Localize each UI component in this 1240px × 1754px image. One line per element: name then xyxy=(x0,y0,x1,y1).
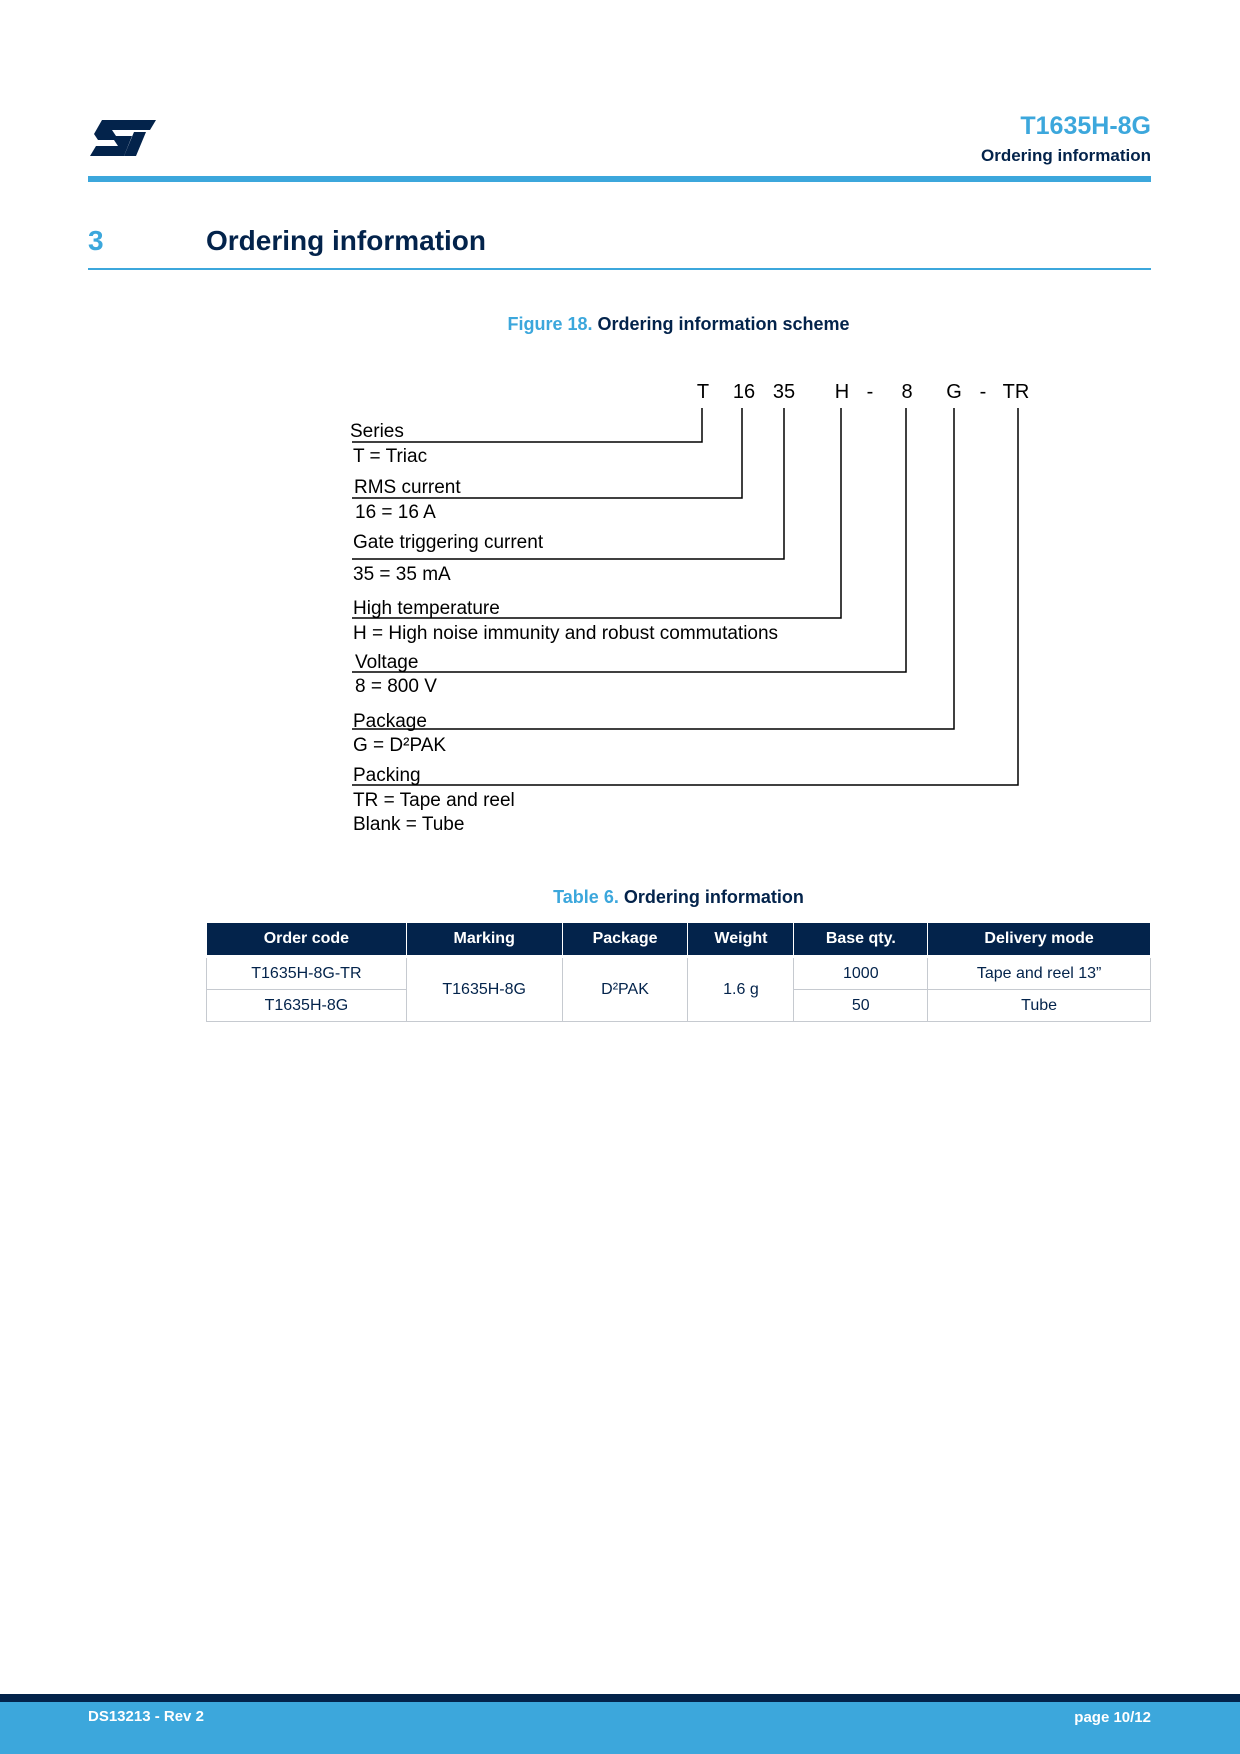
column-header-package: Package xyxy=(562,923,688,957)
field-name-rms-current: RMS current xyxy=(354,477,461,498)
figure-title: Ordering information scheme xyxy=(597,314,850,334)
column-header-marking: Marking xyxy=(406,923,562,957)
field-name-voltage: Voltage xyxy=(355,652,419,673)
field-value-voltage: 8 = 800 V xyxy=(355,676,437,697)
footer-dark-strip xyxy=(0,1694,1240,1702)
code-part-dash: - xyxy=(866,381,874,403)
code-part-series: T xyxy=(696,381,710,403)
field-value-series: T = Triac xyxy=(353,446,428,467)
document-subtitle: Ordering information xyxy=(981,146,1151,165)
cell-delivery-mode: Tape and reel 13” xyxy=(928,957,1151,990)
field-value-high-temperature: H = High noise immunity and robust commutations xyxy=(353,623,779,644)
field-name-series: Series xyxy=(350,421,404,442)
cell-weight: 1.6 g xyxy=(688,957,794,1022)
field-value-packing-tr: TR = Tape and reel xyxy=(353,790,515,811)
field-name-high-temperature: High temperature xyxy=(353,598,500,619)
section-title: Ordering information xyxy=(206,225,486,256)
cell-package: D²PAK xyxy=(562,957,688,1022)
field-name-packing: Packing xyxy=(353,765,421,786)
field-value-packing-blank: Blank = Tube xyxy=(353,814,465,835)
field-name-package: Package xyxy=(353,711,427,732)
code-part-packing: TR xyxy=(1002,381,1030,403)
column-header-order-code: Order code xyxy=(207,923,407,957)
cell-order-code: T1635H-8G-TR xyxy=(207,957,407,990)
footer-page-number: page 10/12 xyxy=(1074,1709,1151,1726)
table-caption xyxy=(0,887,1240,908)
cell-marking: T1635H-8G xyxy=(406,957,562,1022)
code-part-voltage: 8 xyxy=(901,381,913,403)
figure-label: Figure 18. xyxy=(507,314,593,334)
scheme-leader-lines xyxy=(352,408,1018,785)
column-header-delivery-mode: Delivery mode xyxy=(928,923,1151,957)
section-number: 3 xyxy=(88,225,104,256)
code-part-gate-current: 35 xyxy=(772,381,796,403)
cell-base-qty: 1000 xyxy=(794,957,928,990)
code-part-dash: - xyxy=(979,381,987,403)
code-part-rms-current: 16 xyxy=(732,381,756,403)
ordering-table xyxy=(206,922,1151,1022)
cell-delivery-mode: Tube xyxy=(928,990,1151,1022)
document-title: T1635H-8G xyxy=(1020,112,1151,140)
field-name-gate-current: Gate triggering current xyxy=(353,532,544,553)
ordering-scheme-diagram xyxy=(0,0,1240,860)
footer-document-revision: DS13213 - Rev 2 xyxy=(88,1708,204,1725)
table-header-row xyxy=(207,923,1151,957)
leader-series xyxy=(352,408,702,442)
code-part-high-temperature: H xyxy=(834,381,850,403)
column-header-base-qty: Base qty. xyxy=(794,923,928,957)
code-part-package: G xyxy=(946,381,962,403)
table-row xyxy=(207,957,1151,990)
cell-base-qty: 50 xyxy=(794,990,928,1022)
field-value-gate-current: 35 = 35 mA xyxy=(353,564,451,585)
cell-order-code: T1635H-8G xyxy=(207,990,407,1022)
table-title: Ordering information xyxy=(623,887,804,907)
field-value-rms-current: 16 = 16 A xyxy=(355,502,436,523)
field-value-package: G = D²PAK xyxy=(353,735,447,756)
table-label: Table 6. xyxy=(553,887,619,907)
column-header-weight: Weight xyxy=(688,923,794,957)
